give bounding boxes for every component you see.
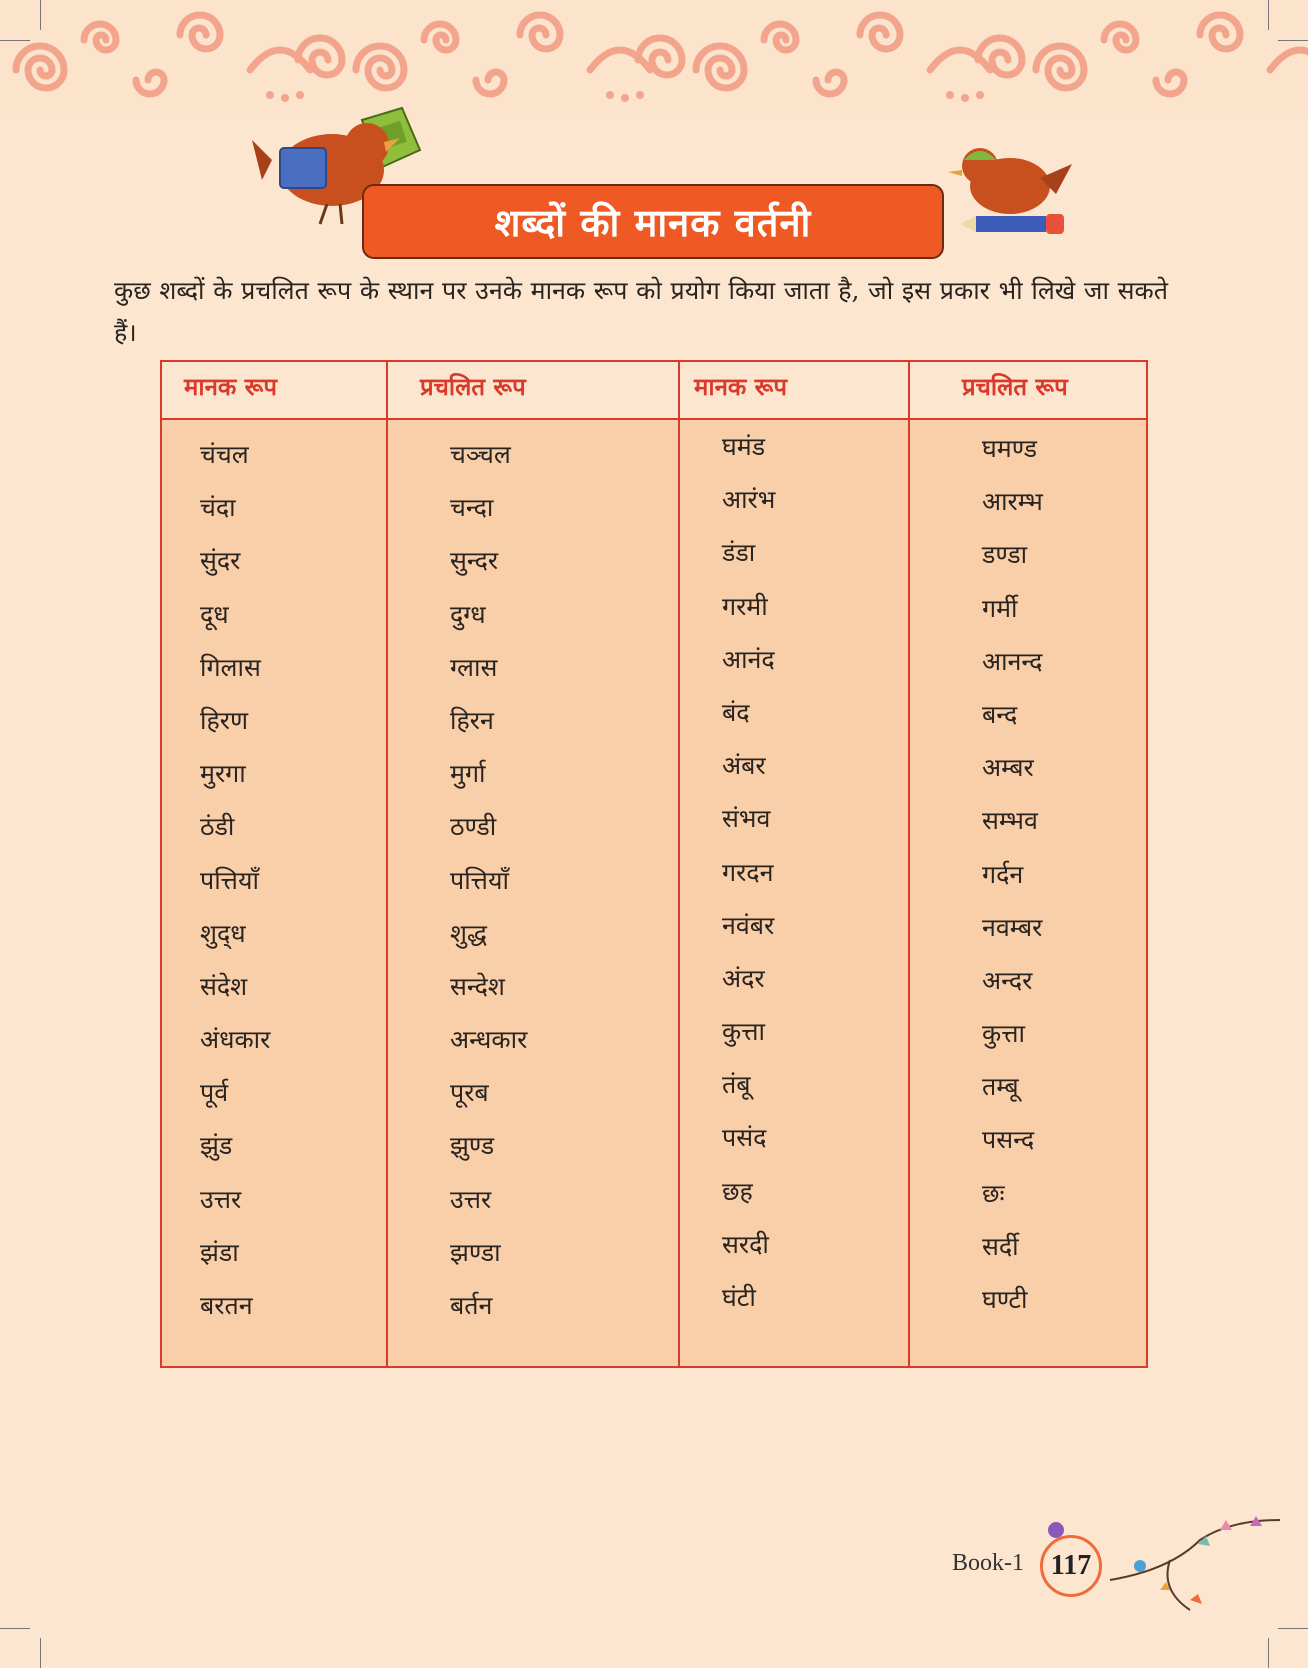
crop-mark <box>0 1628 30 1629</box>
table-cell: पत्तियाँ <box>450 865 509 895</box>
table-cell: गर्दन <box>982 859 1024 889</box>
header-standard-form: मानक रूप <box>184 373 277 401</box>
table-cell: गरदन <box>722 857 774 887</box>
table-cell: अंधकार <box>200 1025 271 1055</box>
title-banner <box>362 184 944 259</box>
table-cell: तंबू <box>722 1070 751 1100</box>
table-cell: डंडा <box>722 538 756 568</box>
page-number: 117 <box>1050 1550 1092 1581</box>
table-cell: छह <box>722 1176 753 1206</box>
table-cell: सुंदर <box>200 546 241 576</box>
table-cell: मुरगा <box>200 759 246 789</box>
table-cell: चन्दा <box>450 493 494 523</box>
table-cell: झंडा <box>200 1237 239 1267</box>
column-standard-form-1 <box>200 428 270 1332</box>
table-cell: चञ्चल <box>450 440 511 469</box>
table-cell: गिलास <box>200 652 261 682</box>
table-cell: घमण्ड <box>982 434 1037 463</box>
table-cell: नवम्बर <box>982 912 1043 942</box>
table-cell: हिरण <box>200 705 249 735</box>
table-cell: गर्मी <box>982 593 1018 623</box>
table-cell: शुद्‌ध <box>200 918 246 948</box>
table-cell: सर्दी <box>982 1231 1019 1261</box>
table-cell: उत्तर <box>200 1184 242 1214</box>
header-common-form: प्रचलित रूप <box>420 373 526 401</box>
table-cell: झण्डा <box>450 1237 501 1267</box>
table-cell: उत्तर <box>450 1184 492 1214</box>
column-divider <box>908 362 910 1366</box>
bird-on-pencil-illustration <box>940 128 1080 248</box>
table-cell: नवंबर <box>722 910 775 940</box>
table-cell: कुत्ता <box>982 1019 1025 1049</box>
column-standard-form-2 <box>722 420 775 1324</box>
table-cell: पसंद <box>722 1123 767 1153</box>
table-cell: आनन्द <box>982 646 1043 676</box>
table-cell: सुन्दर <box>450 546 499 576</box>
table-cell: बरतन <box>200 1291 253 1320</box>
table-cell: घण्टी <box>982 1285 1028 1314</box>
table-cell: कुत्ता <box>722 1017 765 1047</box>
table-cell: ठंडी <box>200 812 235 842</box>
table-cell: संदेश <box>200 971 248 1001</box>
column-common-form-2 <box>982 422 1043 1326</box>
crop-mark <box>1278 40 1308 41</box>
table-cell: पूरब <box>450 1078 489 1108</box>
table-cell: सरदी <box>722 1229 769 1259</box>
table-cell: झुंड <box>200 1131 233 1161</box>
table-cell: तम्बू <box>982 1072 1019 1102</box>
table-cell: बर्तन <box>450 1291 493 1320</box>
table-cell: चंचल <box>200 440 249 469</box>
table-cell: घमंड <box>722 432 766 461</box>
table-cell: घंटी <box>722 1283 756 1312</box>
crop-mark <box>1268 0 1269 30</box>
table-cell: अन्दर <box>982 965 1033 995</box>
table-cell: डण्डा <box>982 540 1028 570</box>
crop-mark <box>1278 1628 1308 1629</box>
table-cell: अंबर <box>722 751 766 781</box>
table-cell: ठण्डी <box>450 812 497 842</box>
table-cell: आनंद <box>722 644 775 674</box>
column-divider <box>386 362 388 1366</box>
crop-mark <box>40 0 41 30</box>
table-cell: दुग्ध <box>450 599 486 629</box>
column-divider <box>678 362 680 1366</box>
table-cell: मुर्गा <box>450 759 486 789</box>
table-cell: छः <box>982 1178 1005 1208</box>
header-common-form: प्रचलित रूप <box>962 373 1068 401</box>
table-cell: बंद <box>722 697 750 727</box>
intro-paragraph: कुछ शब्दों के प्रचलित रूप के स्थान पर उनके मानक रूप को प्रयोग किया जाता है, जो इस प्रकार भी लिखे जा सकते हैं। <box>114 276 1168 347</box>
column-common-form-1 <box>450 428 527 1332</box>
table-cell: बन्द <box>982 699 1018 729</box>
swirl-border-decoration <box>0 0 1308 120</box>
table-cell: हिरन <box>450 705 494 735</box>
table-cell: गरमी <box>722 591 768 621</box>
table-cell: संभव <box>722 804 771 834</box>
table-cell: आरम्भ <box>982 487 1043 517</box>
table-cell: सन्देश <box>450 971 505 1001</box>
table-cell: अंदर <box>722 963 765 993</box>
table-cell: दूध <box>200 599 229 629</box>
page-number-badge <box>1040 1535 1102 1597</box>
table-cell: अन्धकार <box>450 1025 528 1055</box>
spelling-table <box>160 360 1148 1368</box>
table-cell: ग्लास <box>450 652 498 682</box>
crop-mark <box>40 1638 41 1668</box>
header-standard-form: मानक रूप <box>694 373 787 401</box>
table-cell: पूर्व <box>200 1078 229 1108</box>
table-cell: सम्भव <box>982 806 1038 836</box>
table-cell: आरंभ <box>722 485 776 515</box>
book-label: Book-1 <box>952 1550 1024 1576</box>
crop-mark <box>1268 1638 1269 1668</box>
page-title: शब्दों की मानक वर्तनी <box>494 200 812 245</box>
table-cell: चंदा <box>200 493 236 523</box>
table-cell: पसन्द <box>982 1125 1035 1155</box>
table-cell: शुद्ध <box>450 918 487 948</box>
crop-mark <box>0 40 30 41</box>
table-cell: झुण्ड <box>450 1131 495 1161</box>
table-cell: पत्तियाँ <box>200 865 259 895</box>
table-cell: अम्बर <box>982 753 1034 783</box>
